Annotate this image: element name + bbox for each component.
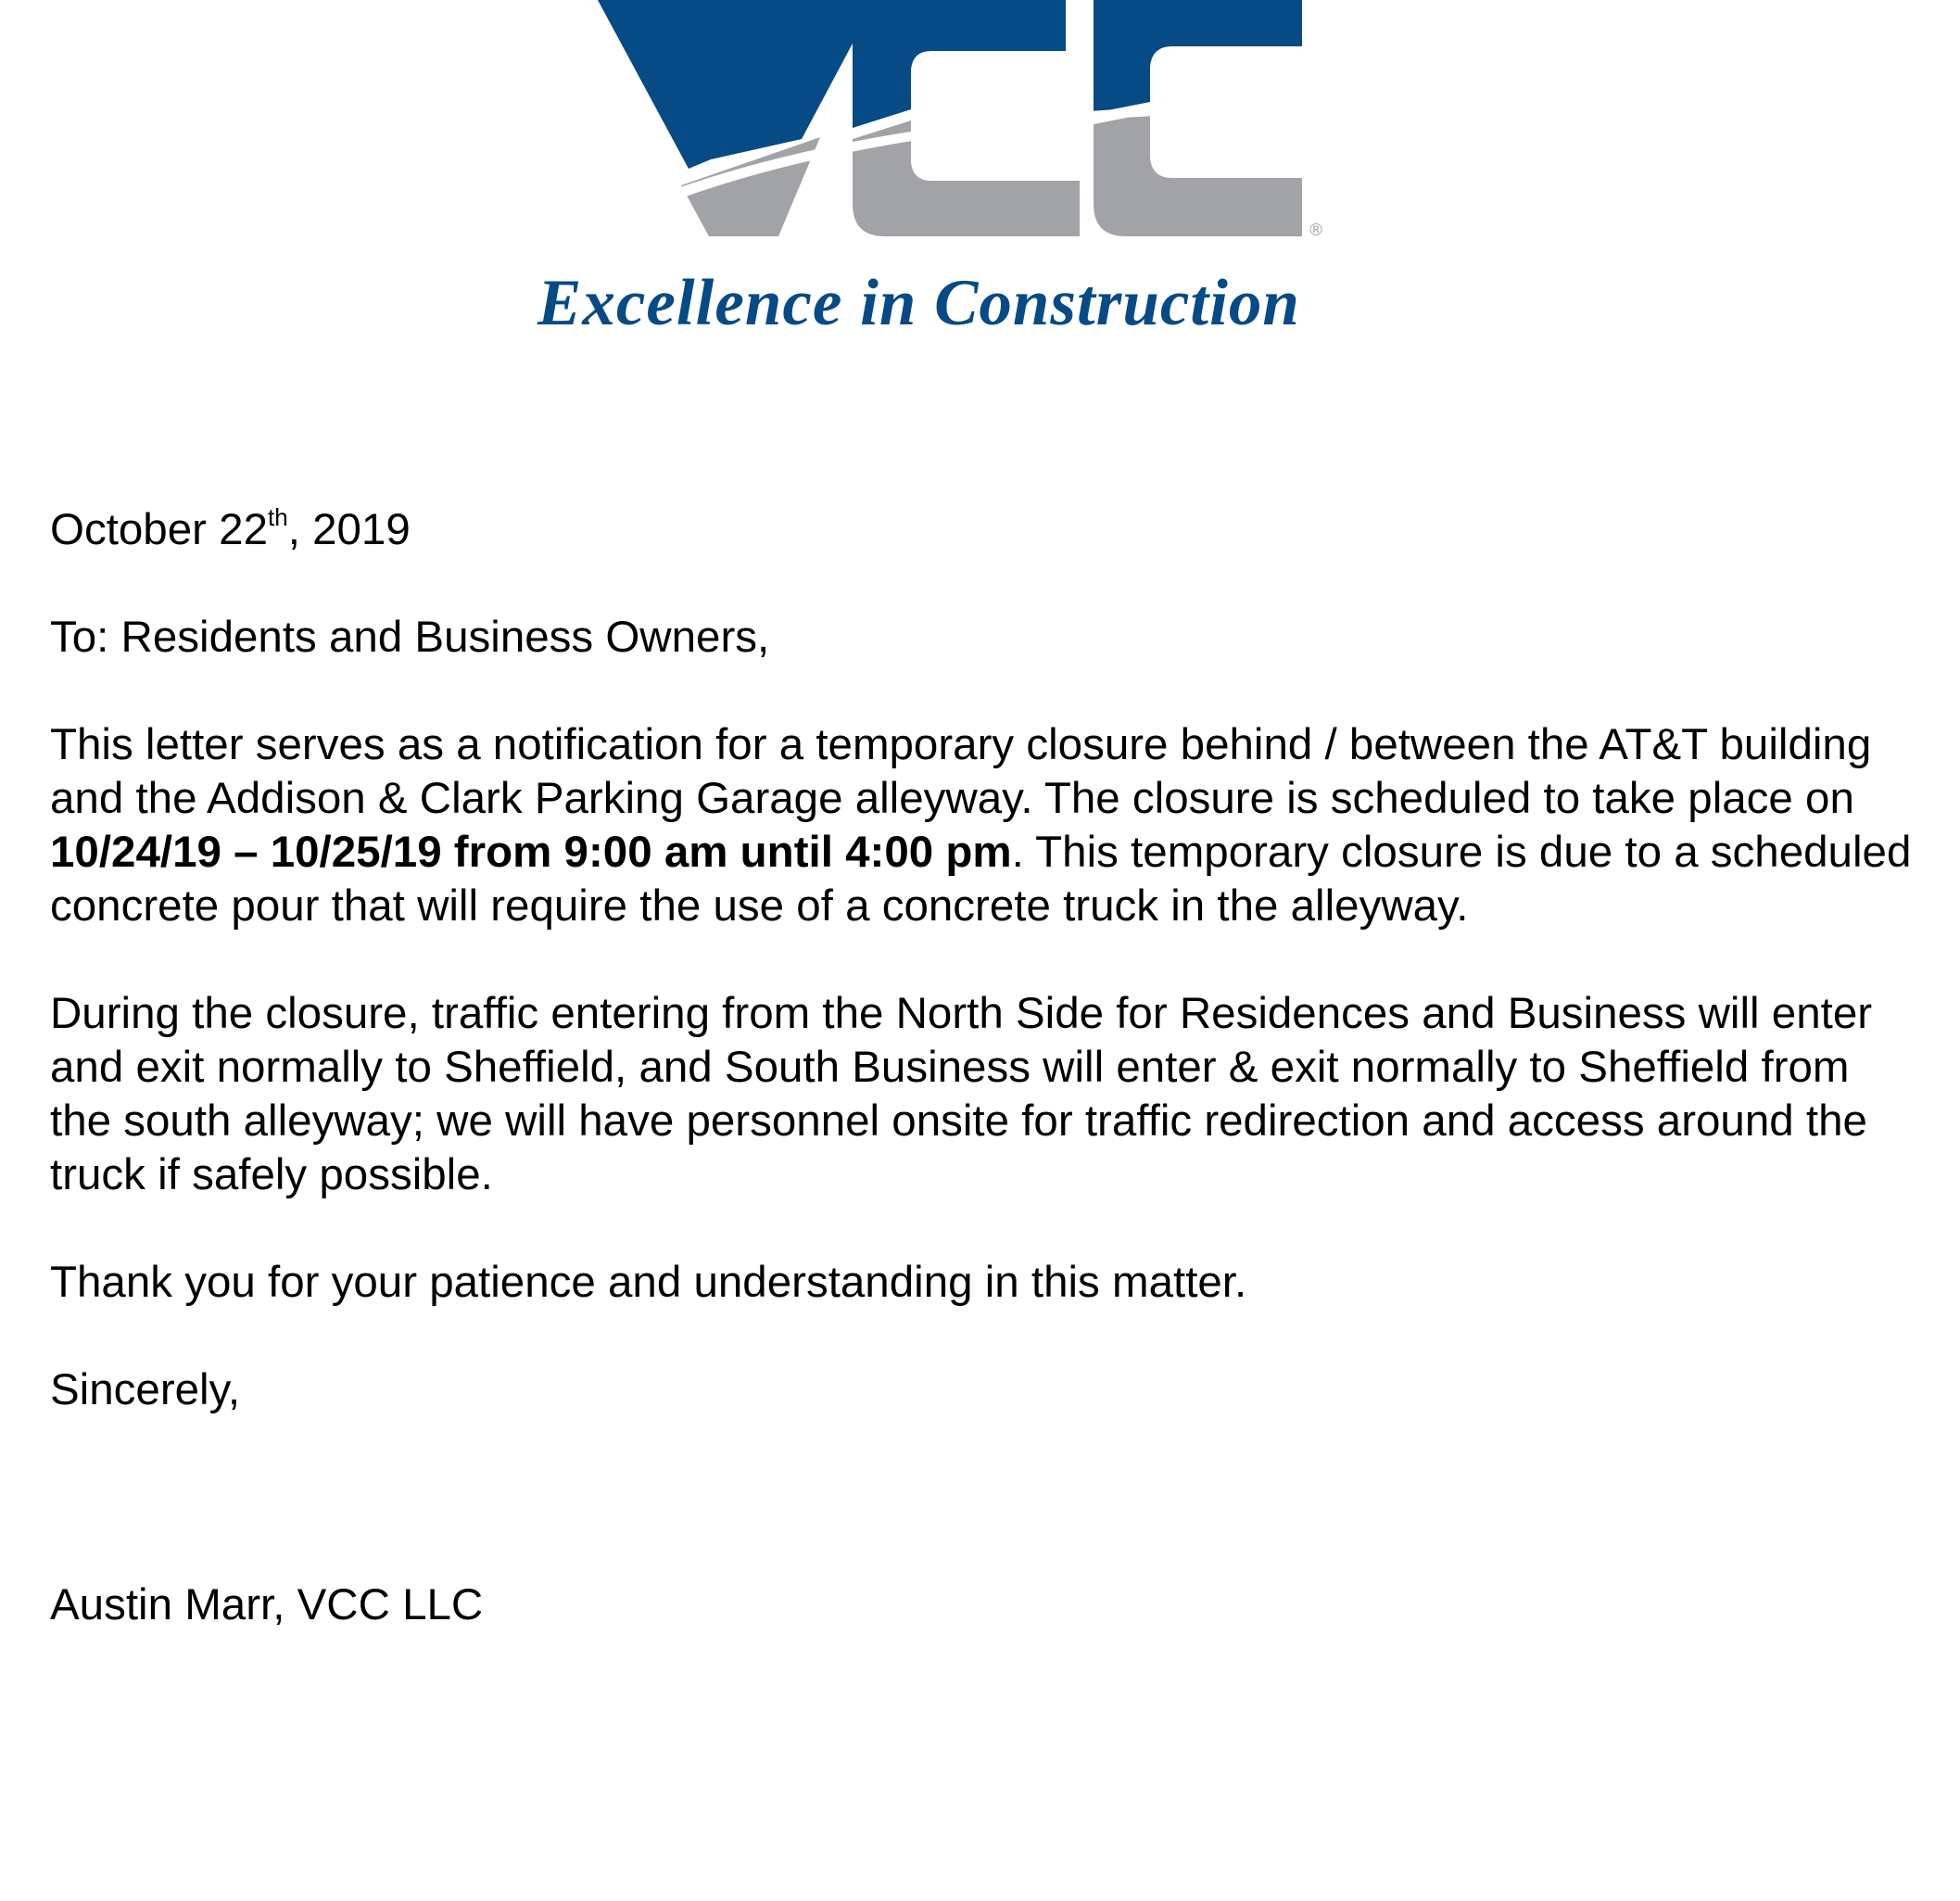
paragraph-traffic: During the closure, traffic entering from the North Side for Residences and Business will enter and exit normally to Sheffield, and South Business will enter & exit normally to Sheffield from the south alleyway; we will have personnel onsite for traffic redirection and access around the truck if safely possible. — [50, 989, 1873, 1199]
signature: Austin Marr, VCC LLC — [50, 1580, 484, 1629]
letter-body — [50, 503, 1913, 1632]
logo-c2-blue — [1094, 0, 1302, 113]
date-text: October 22 — [50, 505, 268, 554]
logo-tagline — [537, 267, 1390, 339]
thank-you-line: Thank you for your patience and understanding in this matter. — [50, 1258, 1247, 1307]
logo-c2-gray — [1094, 113, 1302, 236]
date-ordinal-suffix: th — [268, 503, 288, 531]
closing: Sincerely, — [50, 1365, 241, 1414]
tagline-text: Excellence in Construction — [537, 267, 1300, 339]
logo-v-blue-right — [711, 0, 876, 159]
registered-mark: ® — [1308, 221, 1324, 240]
salutation: To: Residents and Business Owners, — [50, 613, 770, 662]
paragraph-text: . This temporary closure is due to a scheduled concrete pour that will require the use of a concrete truck in the alleyway. — [50, 828, 1912, 931]
letter-date — [50, 503, 1913, 557]
paragraph-closure-notice — [50, 718, 1913, 933]
closure-dates-bold: 10/24/19 – 10/25/19 from 9:00 am until 4:00 pm — [50, 828, 1012, 877]
paragraph-text: This letter serves as a notification for a temporary closure behind / between the AT&T building and the Addison & Clark Parking Garage alleyway. The closure is scheduled to take place on — [50, 720, 1872, 823]
logo-c1-blue — [853, 0, 1066, 128]
date-year: , 2019 — [287, 505, 411, 554]
